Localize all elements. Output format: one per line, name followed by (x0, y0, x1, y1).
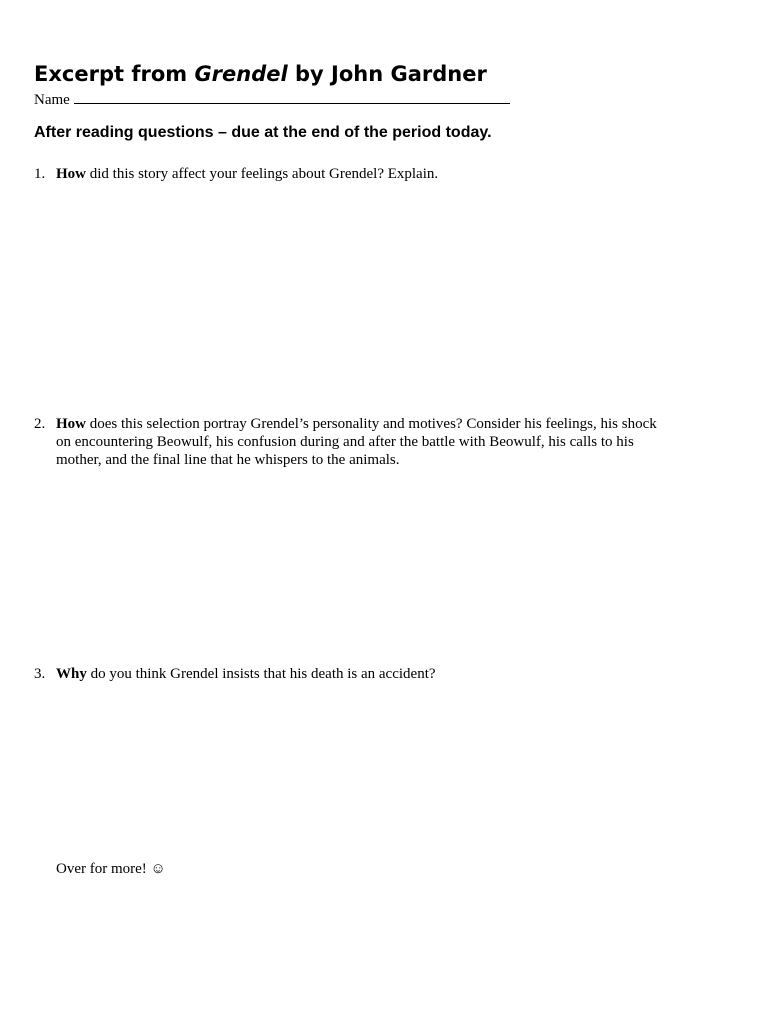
question-lead-word: How (56, 166, 86, 182)
question-1 (34, 165, 674, 183)
title-suffix: by John Gardner (287, 62, 487, 86)
title-prefix: Excerpt from (34, 62, 195, 86)
name-field (34, 90, 510, 109)
question-text (56, 665, 674, 683)
title-book: Grendel (194, 62, 288, 86)
question-number: 3. (34, 666, 46, 682)
question-number: 2. (34, 416, 46, 432)
question-body: does this selection portray Grendel’s personality and motives? Consider his feelings, his shock on encountering Beowulf, his confusion during and after the battle with Beowulf, his calls to his mother, and the final line that he whispers to the animals. (56, 416, 657, 468)
question-lead-word: Why (56, 666, 87, 682)
question-body: did this story affect your feelings about Grendel? Explain. (86, 166, 439, 182)
question-3 (34, 665, 674, 683)
instructions-heading: After reading questions – due at the end of the period today. (34, 124, 492, 141)
name-label: Name (34, 92, 70, 108)
over-for-more-note: Over for more! ☺ (56, 861, 166, 877)
question-text (56, 165, 674, 183)
page-title (34, 60, 487, 88)
question-body: do you think Grendel insists that his death is an accident? (86, 666, 436, 682)
question-number: 1. (34, 166, 46, 182)
question-lead-word: How (56, 416, 86, 432)
question-2 (34, 415, 674, 469)
name-blank-line[interactable] (74, 90, 510, 104)
question-text (56, 415, 674, 469)
